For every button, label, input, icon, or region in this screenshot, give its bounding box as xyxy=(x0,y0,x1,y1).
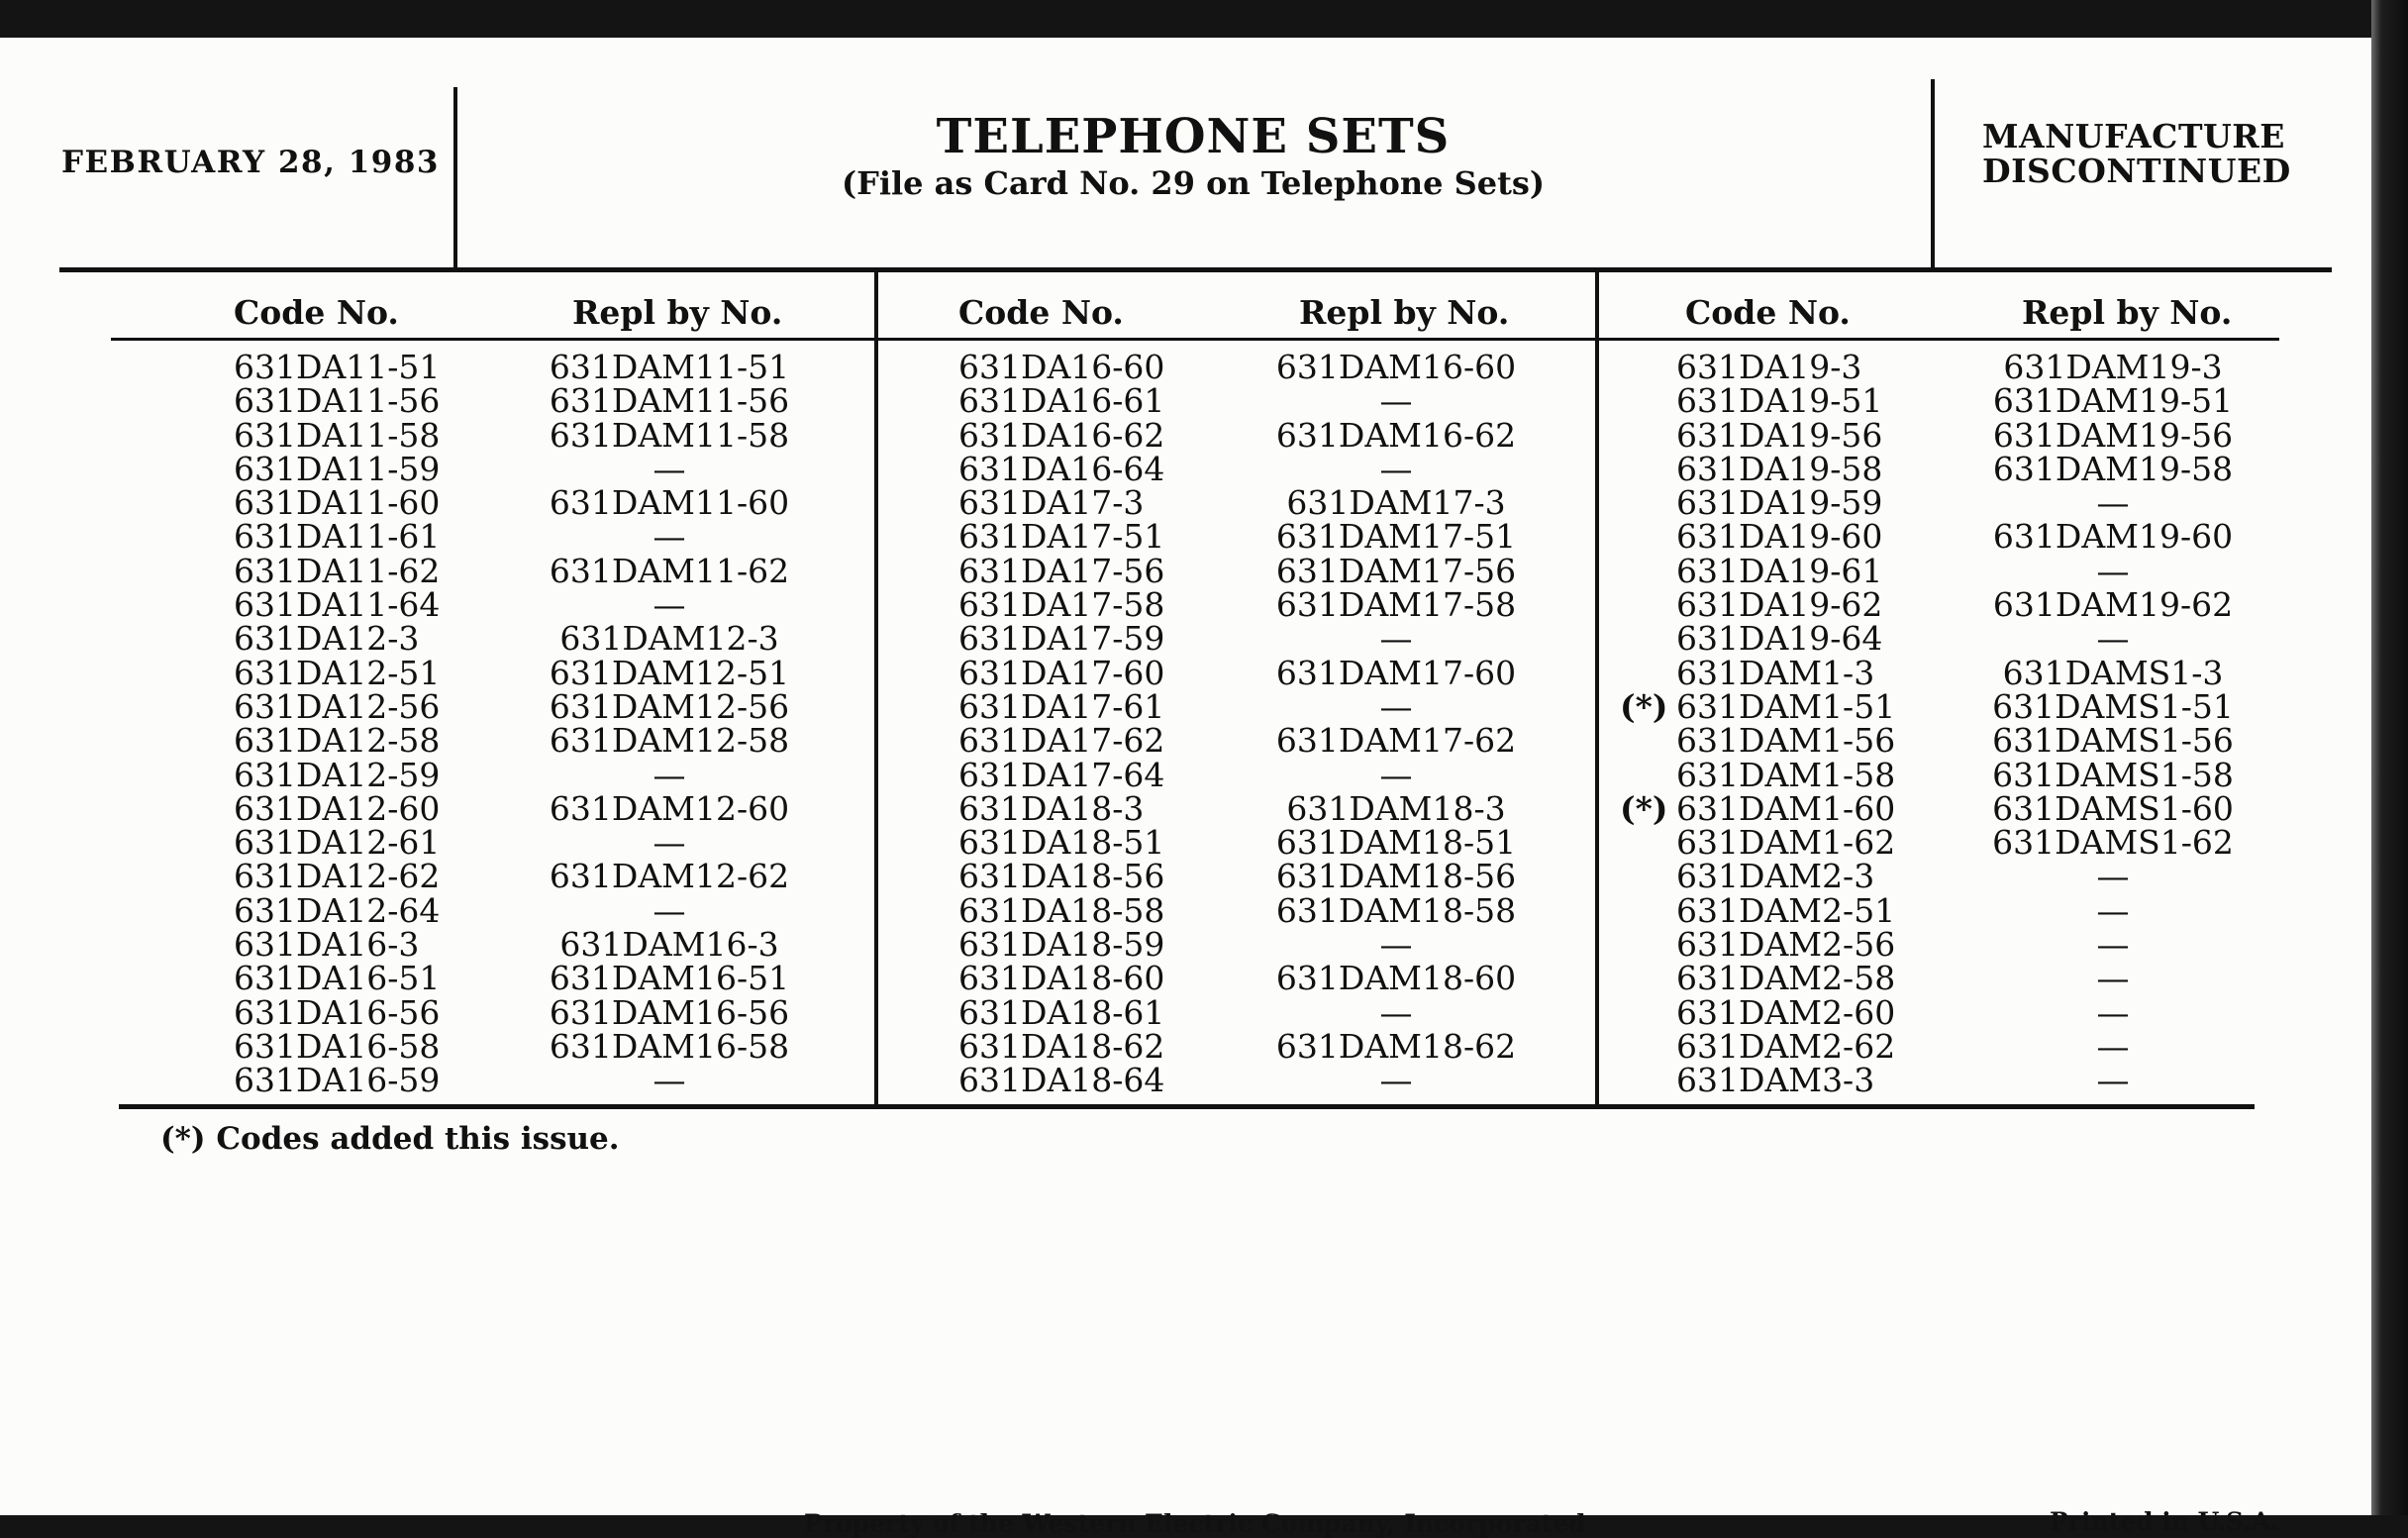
code-cell: 631DA19-56 xyxy=(1676,415,1883,455)
footnote: (*) Codes added this issue. xyxy=(160,1121,620,1157)
repl-cell: 631DAM16-56 xyxy=(549,992,790,1032)
repl-cell: — xyxy=(2096,551,2130,590)
added-mark: (*) xyxy=(1620,788,1668,828)
repl-cell: — xyxy=(1379,925,1413,965)
repl-cell: 631DAM18-51 xyxy=(1275,823,1517,863)
repl-cell: — xyxy=(2096,619,2130,659)
repl-cell: 631DAM17-51 xyxy=(1275,517,1517,557)
code-cell: 631DAM2-3 xyxy=(1676,857,1875,896)
code-cell: 631DA11-62 xyxy=(234,551,441,590)
issue-date: FEBRUARY 28, 1983 xyxy=(61,145,440,180)
code-cell: 631DA17-62 xyxy=(958,721,1165,761)
catalog-card xyxy=(0,38,2371,1538)
repl-cell: 631DAMS1-51 xyxy=(1992,686,2234,726)
group1-code-header: Code No. xyxy=(234,293,399,332)
group2-repl-list xyxy=(1273,348,1519,1100)
code-cell: 631DAM1-51 xyxy=(1676,686,1896,726)
group-divider-1 xyxy=(874,272,878,1104)
code-cell: 631DA19-64 xyxy=(1676,619,1883,659)
repl-cell: — xyxy=(1379,449,1413,488)
repl-cell: 631DAM18-3 xyxy=(1286,788,1506,828)
added-mark xyxy=(1620,419,1668,453)
code-cell: 631DA19-61 xyxy=(1676,551,1883,590)
header-rule xyxy=(59,267,2332,272)
repl-cell: — xyxy=(1379,686,1413,726)
scan-edge xyxy=(2371,0,2408,1515)
code-cell: 631DA17-56 xyxy=(958,551,1165,590)
repl-cell: — xyxy=(1379,1061,1413,1100)
repl-cell: — xyxy=(652,1061,686,1100)
code-cell: 631DA19-51 xyxy=(1676,381,1883,421)
repl-cell: — xyxy=(2096,959,2130,998)
status-block xyxy=(1982,119,2291,188)
code-cell: 631DAM1-58 xyxy=(1676,755,1896,794)
code-cell: 631DA17-58 xyxy=(958,585,1165,625)
code-cell: 631DA11-59 xyxy=(234,449,441,488)
group3-code-header: Code No. xyxy=(1685,293,1851,332)
page-title: TELEPHONE SETS xyxy=(936,109,1451,164)
repl-cell: — xyxy=(652,585,686,625)
group2-repl-header: Repl by No. xyxy=(1299,293,1510,332)
repl-cell: — xyxy=(1379,381,1413,421)
code-cell: 631DA18-3 xyxy=(958,788,1145,828)
repl-cell: 631DAM16-58 xyxy=(549,1026,790,1066)
code-cell: 631DAM2-60 xyxy=(1676,992,1896,1032)
repl-cell: 631DAM11-62 xyxy=(549,551,790,590)
status-line-2: DISCONTINUED xyxy=(1982,152,2291,190)
printed-notice: Printed in U.S.A. xyxy=(2050,1507,2279,1536)
repl-cell: 631DAM16-3 xyxy=(559,925,779,965)
code-cell: 631DA17-60 xyxy=(958,653,1165,692)
repl-cell: 631DAM19-60 xyxy=(1992,517,2234,557)
added-mark xyxy=(1620,826,1668,860)
added-mark xyxy=(1620,657,1668,690)
repl-cell: — xyxy=(2096,992,2130,1032)
group3-repl-header: Repl by No. xyxy=(2022,293,2233,332)
repl-cell: — xyxy=(652,890,686,930)
code-cell: 631DA11-51 xyxy=(234,348,441,386)
code-cell: 631DA11-60 xyxy=(234,483,441,523)
added-mark xyxy=(1620,962,1668,995)
code-cell: 631DA16-51 xyxy=(234,959,441,998)
repl-cell: 631DAMS1-56 xyxy=(1992,721,2234,761)
group2-code-list xyxy=(958,348,1165,1100)
code-cell: 631DA19-62 xyxy=(1676,585,1883,625)
added-mark xyxy=(1620,860,1668,893)
code-cell: 631DA11-56 xyxy=(234,381,441,421)
repl-cell: 631DAM17-58 xyxy=(1275,585,1517,625)
repl-cell: 631DAM12-3 xyxy=(559,619,779,659)
code-cell: 631DA17-61 xyxy=(958,686,1165,726)
header-divider-right xyxy=(1931,79,1935,270)
repl-cell: — xyxy=(1379,755,1413,794)
repl-cell: 631DAM19-56 xyxy=(1992,415,2234,455)
code-cell: 631DAM3-3 xyxy=(1676,1061,1875,1100)
code-cell: 631DAM1-3 xyxy=(1676,653,1875,692)
repl-cell: — xyxy=(652,449,686,488)
code-cell: 631DA19-59 xyxy=(1676,483,1883,523)
code-cell: 631DA12-64 xyxy=(234,890,441,930)
repl-cell: 631DAM11-58 xyxy=(549,415,790,455)
code-cell: 631DA17-3 xyxy=(958,483,1145,523)
status-line-1: MANUFACTURE xyxy=(1982,117,2285,155)
repl-cell: 631DAM11-56 xyxy=(549,381,790,421)
code-cell: 631DA12-59 xyxy=(234,755,441,794)
code-cell: 631DA18-59 xyxy=(958,925,1165,965)
code-cell: 631DAM1-60 xyxy=(1676,788,1896,828)
added-mark xyxy=(1620,1064,1668,1097)
code-cell: 631DAM1-62 xyxy=(1676,823,1896,863)
code-cell: 631DA11-64 xyxy=(234,585,441,625)
repl-cell: 631DAM11-51 xyxy=(549,348,790,386)
code-cell: 631DA19-58 xyxy=(1676,449,1883,488)
code-cell: 631DA18-61 xyxy=(958,992,1165,1032)
repl-cell: 631DAMS1-62 xyxy=(1992,823,2234,863)
code-cell: 631DA16-3 xyxy=(234,925,420,965)
repl-cell: 631DAM17-56 xyxy=(1275,551,1517,590)
repl-cell: 631DAM18-60 xyxy=(1275,959,1517,998)
group1-repl-list xyxy=(547,348,792,1100)
code-cell: 631DAM2-51 xyxy=(1676,890,1896,930)
code-cell: 631DA18-60 xyxy=(958,959,1165,998)
added-mark xyxy=(1620,453,1668,486)
added-mark xyxy=(1620,996,1668,1030)
repl-cell: 631DAM12-56 xyxy=(549,686,790,726)
code-cell: 631DA12-56 xyxy=(234,686,441,726)
added-mark xyxy=(1620,724,1668,758)
code-cell: 631DA12-51 xyxy=(234,653,441,692)
code-cell: 631DA17-51 xyxy=(958,517,1165,557)
added-mark xyxy=(1620,520,1668,554)
group3-repl-list xyxy=(1990,348,2236,1100)
repl-cell: 631DAM12-60 xyxy=(549,788,790,828)
table-bottom-rule xyxy=(119,1104,2255,1109)
repl-cell: 631DAM17-3 xyxy=(1286,483,1506,523)
repl-cell: — xyxy=(2096,925,2130,965)
added-mark xyxy=(1620,894,1668,928)
code-cell: 631DA12-61 xyxy=(234,823,441,863)
repl-cell: — xyxy=(652,755,686,794)
repl-cell: 631DAMS1-60 xyxy=(1992,788,2234,828)
repl-cell: 631DAM19-62 xyxy=(1992,585,2234,625)
added-mark xyxy=(1620,351,1668,384)
added-mark xyxy=(1620,486,1668,520)
property-notice: Property of the Western Electric Company, Incorporated xyxy=(804,1509,1586,1538)
code-cell: 631DA16-59 xyxy=(234,1061,441,1100)
repl-cell: 631DAM16-62 xyxy=(1275,415,1517,455)
group1-repl-header: Repl by No. xyxy=(572,293,783,332)
repl-cell: — xyxy=(652,517,686,557)
repl-cell: 631DAM19-58 xyxy=(1992,449,2234,488)
code-cell: 631DA18-51 xyxy=(958,823,1165,863)
added-mark xyxy=(1620,928,1668,962)
code-cell: 631DAM2-62 xyxy=(1676,1026,1896,1066)
page-subtitle: (File as Card No. 29 on Telephone Sets) xyxy=(841,164,1546,202)
added-mark xyxy=(1620,384,1668,418)
code-cell: 631DA12-58 xyxy=(234,721,441,761)
repl-cell: 631DAM18-58 xyxy=(1275,890,1517,930)
repl-cell: 631DAM12-51 xyxy=(549,653,790,692)
repl-cell: 631DAMS1-58 xyxy=(1992,755,2234,794)
added-mark xyxy=(1620,588,1668,622)
code-cell: 631DA18-62 xyxy=(958,1026,1165,1066)
repl-cell: 631DAM16-60 xyxy=(1275,348,1517,386)
added-mark xyxy=(1620,555,1668,588)
code-cell: 631DA18-64 xyxy=(958,1061,1165,1100)
repl-cell: — xyxy=(2096,890,2130,930)
added-mark xyxy=(1620,759,1668,792)
code-cell: 631DA12-3 xyxy=(234,619,420,659)
repl-cell: 631DAM11-60 xyxy=(549,483,790,523)
code-cell: 631DA18-58 xyxy=(958,890,1165,930)
code-cell: 631DA19-3 xyxy=(1676,348,1862,386)
code-cell: 631DAM1-56 xyxy=(1676,721,1896,761)
code-cell: 631DA16-64 xyxy=(958,449,1165,488)
group2-code-header: Code No. xyxy=(958,293,1124,332)
code-cell: 631DAM2-58 xyxy=(1676,959,1896,998)
repl-cell: 631DAM18-56 xyxy=(1275,857,1517,896)
repl-cell: 631DAM16-51 xyxy=(549,959,790,998)
code-cell: 631DA12-60 xyxy=(234,788,441,828)
code-cell: 631DA16-58 xyxy=(234,1026,441,1066)
group1-code-list xyxy=(234,348,441,1100)
repl-cell: — xyxy=(652,823,686,863)
repl-cell: 631DAM18-62 xyxy=(1275,1026,1517,1066)
column-header-rule xyxy=(111,338,2279,341)
code-cell: 631DA16-56 xyxy=(234,992,441,1032)
code-cell: 631DA16-62 xyxy=(958,415,1165,455)
code-cell: 631DAM2-56 xyxy=(1676,925,1896,965)
repl-cell: 631DAM17-60 xyxy=(1275,653,1517,692)
code-cell: 631DA18-56 xyxy=(958,857,1165,896)
repl-cell: — xyxy=(2096,857,2130,896)
code-cell: 631DA11-61 xyxy=(234,517,441,557)
repl-cell: — xyxy=(1379,619,1413,659)
code-cell: 631DA19-60 xyxy=(1676,517,1883,557)
repl-cell: — xyxy=(2096,1026,2130,1066)
group-divider-2 xyxy=(1595,272,1599,1104)
repl-cell: 631DAM12-62 xyxy=(549,857,790,896)
repl-cell: 631DAMS1-3 xyxy=(2002,653,2224,692)
group3-mark-list xyxy=(1620,351,1668,1098)
added-mark xyxy=(1620,1030,1668,1064)
code-cell: 631DA12-62 xyxy=(234,857,441,896)
code-cell: 631DA17-64 xyxy=(958,755,1165,794)
group3-code-list xyxy=(1676,348,1896,1100)
repl-cell: — xyxy=(1379,992,1413,1032)
added-mark xyxy=(1620,622,1668,656)
repl-cell: 631DAM19-51 xyxy=(1992,381,2234,421)
added-mark: (*) xyxy=(1620,686,1668,726)
code-cell: 631DA17-59 xyxy=(958,619,1165,659)
repl-cell: — xyxy=(2096,483,2130,523)
repl-cell: 631DAM12-58 xyxy=(549,721,790,761)
repl-cell: — xyxy=(2096,1061,2130,1100)
repl-cell: 631DAM17-62 xyxy=(1275,721,1517,761)
repl-cell: 631DAM19-3 xyxy=(2003,348,2223,386)
code-cell: 631DA16-61 xyxy=(958,381,1165,421)
code-cell: 631DA11-58 xyxy=(234,415,441,455)
code-cell: 631DA16-60 xyxy=(958,348,1165,386)
